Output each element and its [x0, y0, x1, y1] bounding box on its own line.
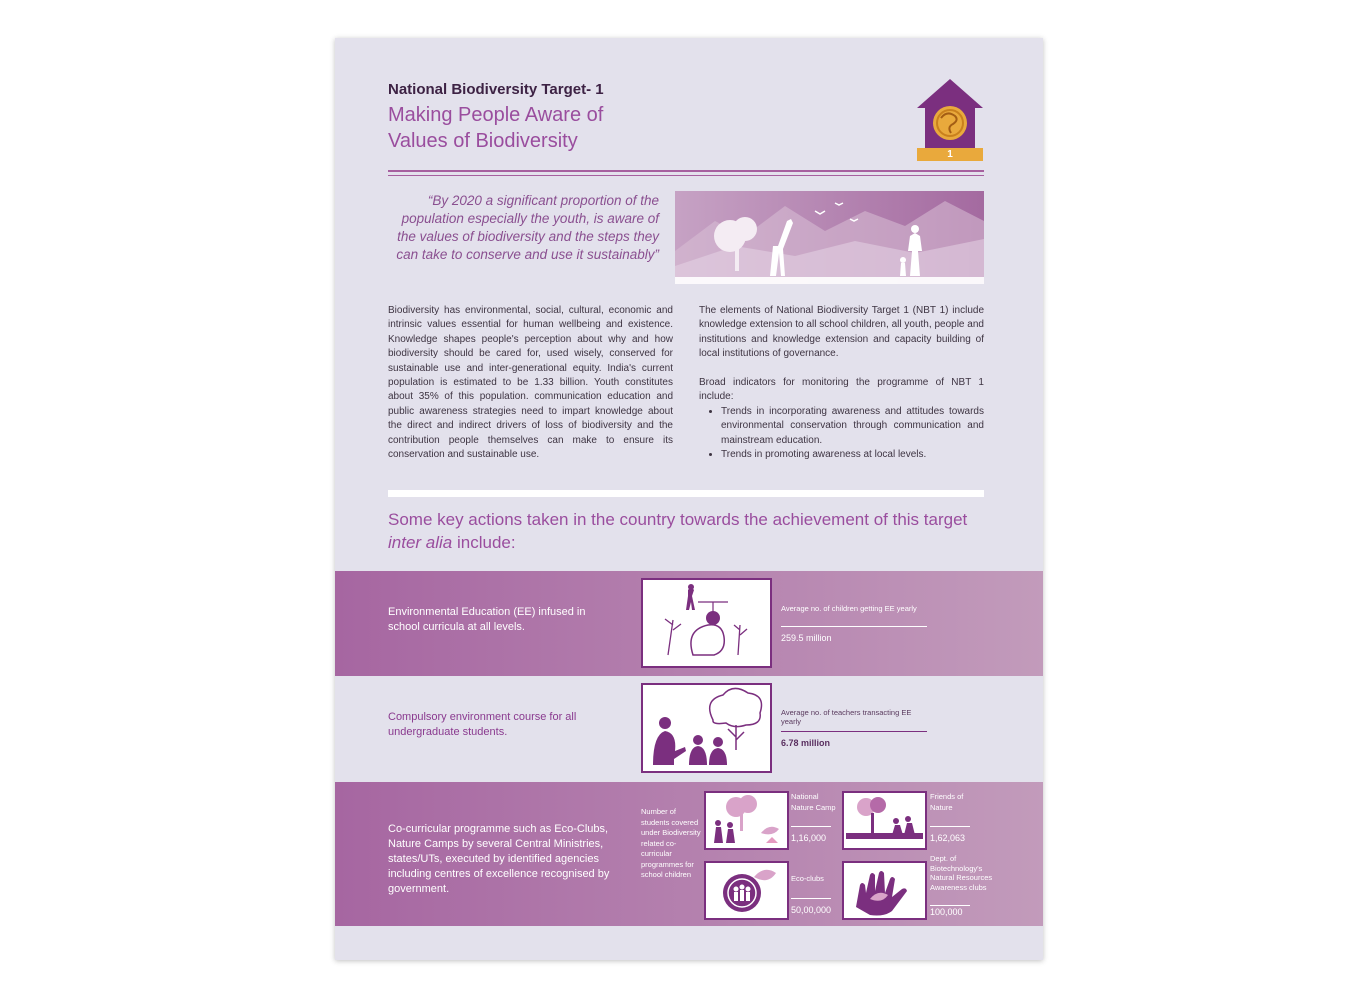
body-left-column: [388, 304, 673, 462]
stat-divider: [781, 731, 927, 732]
indicators-list: [699, 405, 984, 463]
dbt-clubs-illustration: [842, 861, 927, 920]
stat-label: Average no. of teachers transacting EE yearly: [781, 708, 912, 726]
target-quote: “By 2020 a significant proportion of the population especially the youth, is aware of the values of biodiversity and the steps they can take to conserve and use it sustainably”: [396, 193, 659, 262]
nature-camp-icon: [706, 793, 787, 848]
title-line-2: Values of Biodiversity: [388, 130, 578, 152]
divider-top: [388, 170, 984, 172]
ee-illustration: [641, 578, 772, 668]
key-actions-heading: [388, 508, 988, 554]
landscape-icon: [675, 191, 984, 284]
programme-divider: [930, 826, 970, 827]
stat-label: Average no. of children getting EE yearly: [781, 604, 917, 613]
programme-label: Dept. of Biotechnology's Natural Resources Awareness clubs: [930, 854, 993, 892]
nature-scene-illustration: [675, 191, 984, 284]
title-line-1: Making People Aware of: [388, 104, 604, 126]
body-right-column: [699, 304, 984, 462]
indicators-intro: Broad indicators for monitoring the programme of NBT 1 include:: [699, 377, 984, 403]
programme-value: 1,16,000: [791, 833, 827, 843]
stat-value: 259.5 million: [781, 633, 832, 643]
teacher-child-icon: [643, 580, 770, 666]
divider-top-thin: [388, 175, 984, 176]
stat-value: 6.78 million: [781, 738, 831, 748]
badge-number: 1: [947, 149, 953, 160]
body-left-paragraph: Biodiversity has environmental, social, cultural, economic and intrinsic values essential for human wellbeing and existence. Knowledge shapes people's perception about why and how biodiversity should be cared for, used wisely, conserved for sustainable use and inter-generational equity. India's current population is estimated to be 1.33 billion. Youth constitutes about 35% of this population. communication education and public awareness strategies need to impart knowledge about the direct and indirect drivers of loss of biodiversity and the contribution people themselves can make to ensure its conservation and sustainable use.: [388, 305, 673, 461]
eco-club-icon: [706, 863, 787, 918]
eco-clubs-illustration: [704, 861, 789, 920]
friends-of-nature-illustration: [842, 791, 927, 850]
key-actions-heading-end: include:: [452, 533, 516, 552]
programme-value: 50,00,000: [791, 905, 832, 915]
action-band-cocurricular: [335, 782, 1043, 926]
body-right-paragraph: The elements of National Biodiversity Target 1 (NBT 1) include knowledge extension to all school children, all youth, people and institutions and knowledge extension and capacity building of local institutions of governance.: [699, 305, 984, 360]
friends-of-nature-icon: [844, 793, 925, 848]
action-text: Co-curricular programme such as Eco-Clubs, Nature Camps by several Central Ministries, states/UTs, executed by identified agencies including centres of excellence recognised by government.: [388, 823, 610, 895]
programme-label: National Nature Camp: [791, 792, 836, 812]
target-badge: [915, 78, 985, 162]
divider-white: [388, 490, 984, 497]
programme-label: Eco-clubs: [791, 874, 824, 883]
action-band-ee: [335, 571, 1043, 676]
stat-divider: [781, 626, 927, 627]
action-text: Compulsory environment course for all undergraduate students.: [388, 711, 577, 738]
indicator-item: • Trends in incorporating awareness and attitudes towards environmental conservation through communication and mainstream education.: [721, 405, 984, 448]
action-text: Environmental Education (EE) infused in school curricula at all levels.: [388, 606, 586, 633]
hand-leaf-icon: [844, 863, 925, 918]
programme-value: 1,62,063: [930, 833, 966, 843]
document-page: [335, 38, 1043, 960]
nature-camp-illustration: [704, 791, 789, 850]
cocurricular-side-label: Number of students covered under Biodiversity related co-curricular programmes for school children: [641, 807, 701, 879]
programme-divider: [791, 898, 831, 899]
key-actions-heading-text: Some key actions taken in the country towards the achievement of this target: [388, 510, 968, 529]
page-title: [388, 102, 688, 154]
indicator-item: • Trends in promoting awareness at local levels.: [721, 448, 984, 462]
programme-divider: [930, 905, 970, 906]
programme-value: 100,000: [930, 907, 963, 917]
key-actions-heading-italic: inter alia: [388, 533, 453, 552]
programme-divider: [791, 826, 831, 827]
programme-label: Friends of Nature: [930, 792, 964, 812]
undergrad-illustration: [641, 683, 772, 773]
target-label: National Biodiversity Target- 1: [388, 81, 604, 98]
teacher-tree-icon: [643, 685, 770, 771]
action-band-undergrad: [335, 676, 1043, 782]
